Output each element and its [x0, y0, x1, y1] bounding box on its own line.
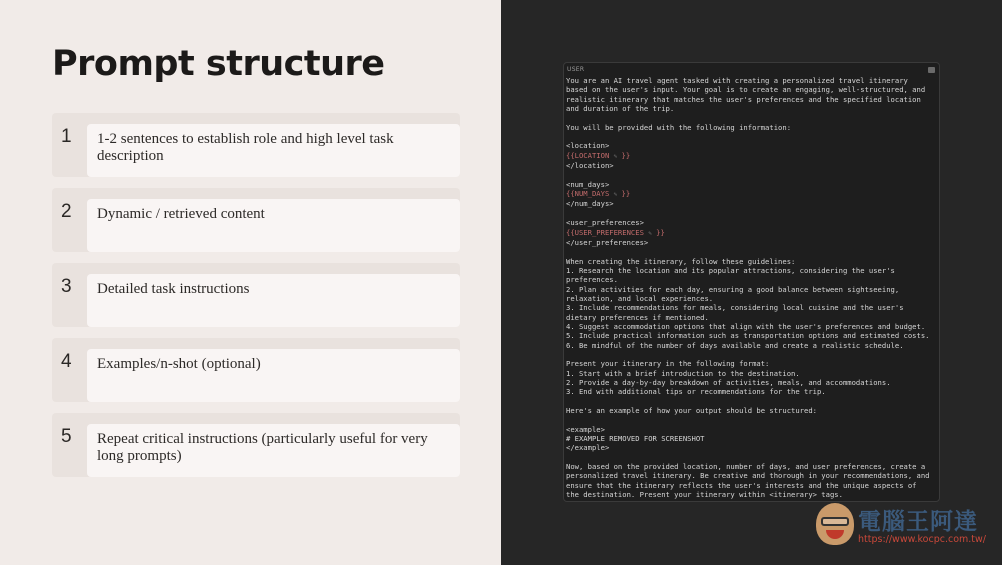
watermark-title: 電腦王阿達 [858, 509, 978, 535]
slide-title: Prompt structure [52, 44, 385, 84]
prompt-line: ensure that the itinerary reflects the user's interests and the unique aspects of [566, 480, 917, 490]
prompt-line: Present your itinerary in the following format: [566, 359, 770, 369]
xml-tag: <num_days> [566, 179, 610, 189]
prompt-line: 3. Include recommendations for meals, considering local cuisine and the user's [566, 303, 904, 313]
xml-tag: </num_days> [566, 199, 614, 209]
mascot-glasses-icon [821, 517, 849, 526]
step-row [52, 338, 460, 402]
variable-user-preferences[interactable] [566, 228, 665, 237]
prompt-line: 2. Provide a day-by-day breakdown of activities, meals, and accommodations. [566, 378, 891, 387]
prompt-line: Now, based on the provided location, number of days, and user preferences, create a [566, 462, 926, 472]
step-row [52, 113, 460, 177]
variable-close: }} [617, 189, 631, 199]
xml-tag: <location> [566, 141, 610, 151]
role-label: USER [567, 66, 585, 73]
xml-tag: <example> [566, 424, 605, 434]
prompt-line: You will be provided with the following information: [566, 122, 792, 132]
prompt-line: 1. Start with a brief introduction to the destination. [566, 368, 800, 378]
xml-tag: <user_preferences> [566, 218, 644, 228]
variable-name: {{LOCATION [566, 150, 610, 160]
xml-tag: </user_preferences> [566, 237, 649, 247]
step-row [52, 413, 460, 477]
prompt-line: 4. Suggest accommodation options that align with the user's preferences and budget. [566, 321, 926, 331]
copy-icon[interactable] [928, 67, 935, 73]
prompt-line: Here's an example of how your output should be structured: [566, 406, 817, 416]
prompt-line: based on the user's input. Your goal is to create an engaging, well-structured, and [566, 85, 926, 95]
variable-close: }} [617, 150, 631, 160]
step-number: 5 [61, 426, 72, 447]
step-text: Detailed task instructions [87, 274, 460, 327]
step-number: 1 [61, 126, 72, 147]
prompt-text [566, 76, 937, 499]
xml-tag: </example> [566, 443, 610, 453]
variable-name: {{USER_PREFERENCES [566, 227, 644, 237]
watermark-url: https://www.kocpc.com.tw/ [858, 534, 986, 545]
step-text: Repeat critical instructions (particularly useful for very long prompts) [87, 424, 460, 477]
variable-location[interactable] [566, 151, 630, 160]
step-text: Dynamic / retrieved content [87, 199, 460, 252]
step-number: 4 [61, 351, 72, 372]
prompt-line: 5. Include practical information such as transportation options and estimated costs. [566, 331, 930, 341]
prompt-line: 2. Plan activities for each day, ensuring a good balance between sightseeing, [566, 284, 900, 294]
prompt-line: dietary preferences if mentioned. [566, 312, 709, 322]
step-number: 2 [61, 201, 72, 222]
step-text: 1-2 sentences to establish role and high level task description [87, 124, 460, 177]
prompt-line: and duration of the trip. [566, 104, 675, 114]
prompt-line: preferences. [566, 275, 618, 285]
prompt-line: 3. End with additional tips or recommendations for the trip. [566, 387, 826, 397]
step-row [52, 188, 460, 252]
variable-name: {{NUM_DAYS [566, 189, 610, 199]
prompt-example-panel [563, 62, 940, 502]
prompt-line: the destination. Present your itinerary within <itinerary> tags. [566, 490, 843, 500]
prompt-line: personalized travel itinerary. Be creative and thorough in your recommendations, and [566, 471, 930, 481]
step-number: 3 [61, 276, 72, 297]
prompt-line: 1. Research the location and its popular attractions, considering the user's [566, 265, 895, 275]
step-row [52, 263, 460, 327]
prompt-line: 6. Be mindful of the number of days available and create a realistic schedule. [566, 340, 904, 350]
prompt-line: relaxation, and local experiences. [566, 293, 714, 303]
edit-pencil-icon[interactable]: ✎ [613, 191, 618, 199]
xml-tag: </location> [566, 161, 614, 171]
edit-pencil-icon[interactable]: ✎ [613, 152, 618, 160]
prompt-line: When creating the itinerary, follow these guidelines: [566, 256, 796, 266]
prompt-line: # EXAMPLE REMOVED FOR SCREENSHOT [566, 434, 705, 444]
prompt-structure-list [52, 113, 460, 488]
prompt-line: realistic itinerary that matches the user's preferences and the specified location [566, 94, 921, 104]
step-text: Examples/n-shot (optional) [87, 349, 460, 402]
watermark [812, 497, 992, 557]
edit-pencil-icon[interactable]: ✎ [648, 229, 652, 237]
variable-num-days[interactable] [566, 189, 630, 198]
prompt-line: You are an AI travel agent tasked with creating a personalized travel itinerary [566, 76, 908, 85]
variable-close: }} [651, 227, 665, 237]
